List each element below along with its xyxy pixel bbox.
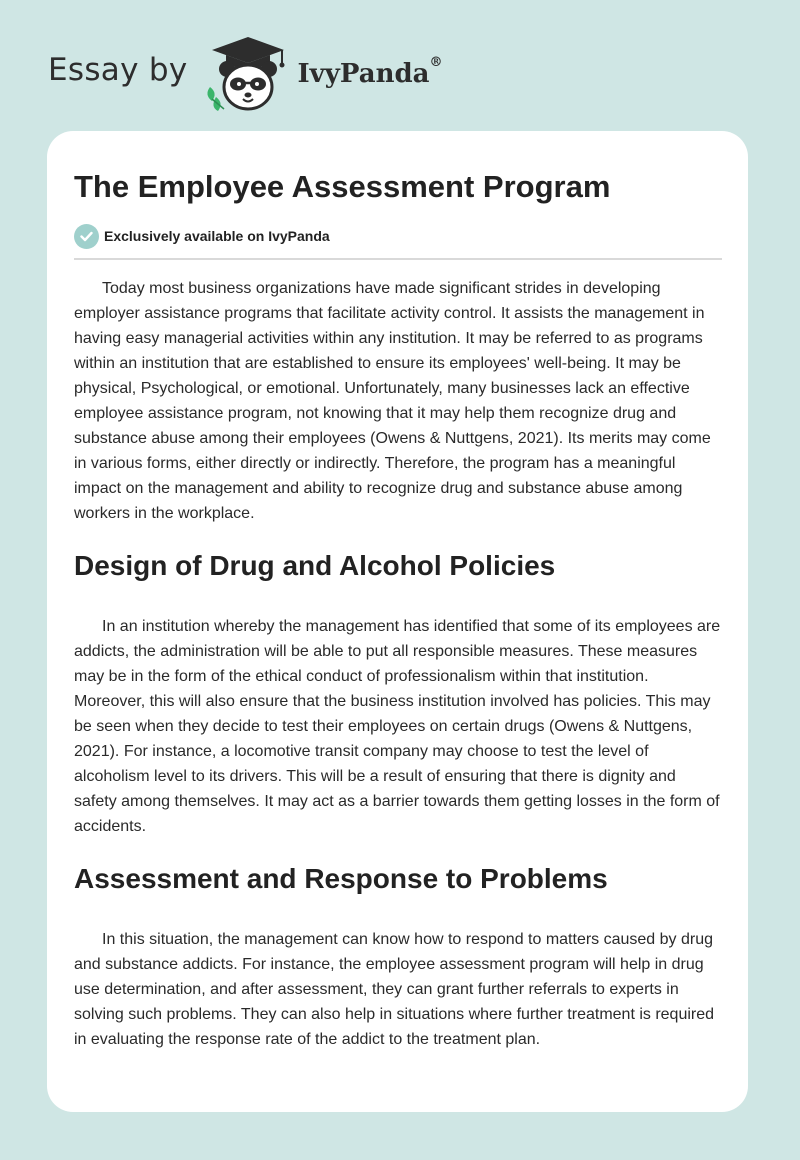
- section-paragraph: In this situation, the management can know how to respond to matters caused by drug and substance addicts. For instance, the employee assessment program will help in drug use determination, and after assessment, they can grant further referrals to experts in solving such problems. They can also help in situations where further treatment is required in evaluating the response rate of the addict to the treatment plan.: [74, 931, 715, 1048]
- exclusive-badge: [74, 223, 722, 249]
- page-title: The Employee Assessment Program: [74, 169, 611, 204]
- essay-card: [47, 131, 748, 1112]
- brand-prefix: Essay by: [48, 52, 188, 88]
- check-icon: [74, 224, 99, 249]
- panda-logo-icon[interactable]: [202, 35, 294, 113]
- section-heading: Assessment and Response to Problems: [74, 863, 608, 894]
- brand-header: [48, 34, 443, 114]
- brand-name[interactable]: IvyPanda®: [297, 55, 443, 89]
- divider: [74, 258, 722, 260]
- registered-mark: ®: [429, 55, 443, 70]
- section-heading: Design of Drug and Alcohol Policies: [74, 550, 556, 581]
- badge-text: Exclusively available on IvyPanda: [104, 228, 330, 244]
- intro-paragraph: Today most business organizations have made significant strides in developing employer assistance programs that facilitate activity control. It assists the management in having easy managerial activities within any institution. It may be referred to as programs within an institution that are established to ensure its employees' well-being. It may be physical, Psychological, or emotional. Unfortunately, many businesses lack an effective employee assistance program, not knowing that it may help them recognize drug and substance abuse among their employees (Owens & Nuttgens, 2021). Its merits may come in various forms, either directly or indirectly. Therefore, the program has a meaningful impact on the management and ability to recognize drug and substance abuse among workers in the workplace.: [74, 280, 711, 522]
- section-paragraph: In an institution whereby the management has identified that some of its employees are addicts, the administration will be able to put all responsible measures. These measures may be in the form of the ethical conduct of professionalism within that institution. Moreover, this will also ensure that the business institution involved has policies. This may be seen when they decide to test their employees on certain drugs (Owens & Nuttgens, 2021). For instance, a locomotive transit company may choose to test the level of alcoholism level to its drivers. This will be a result of ensuring that there is dignity and safety among themselves. It may act as a barrier towards them getting losses in the form of accidents.: [74, 618, 721, 835]
